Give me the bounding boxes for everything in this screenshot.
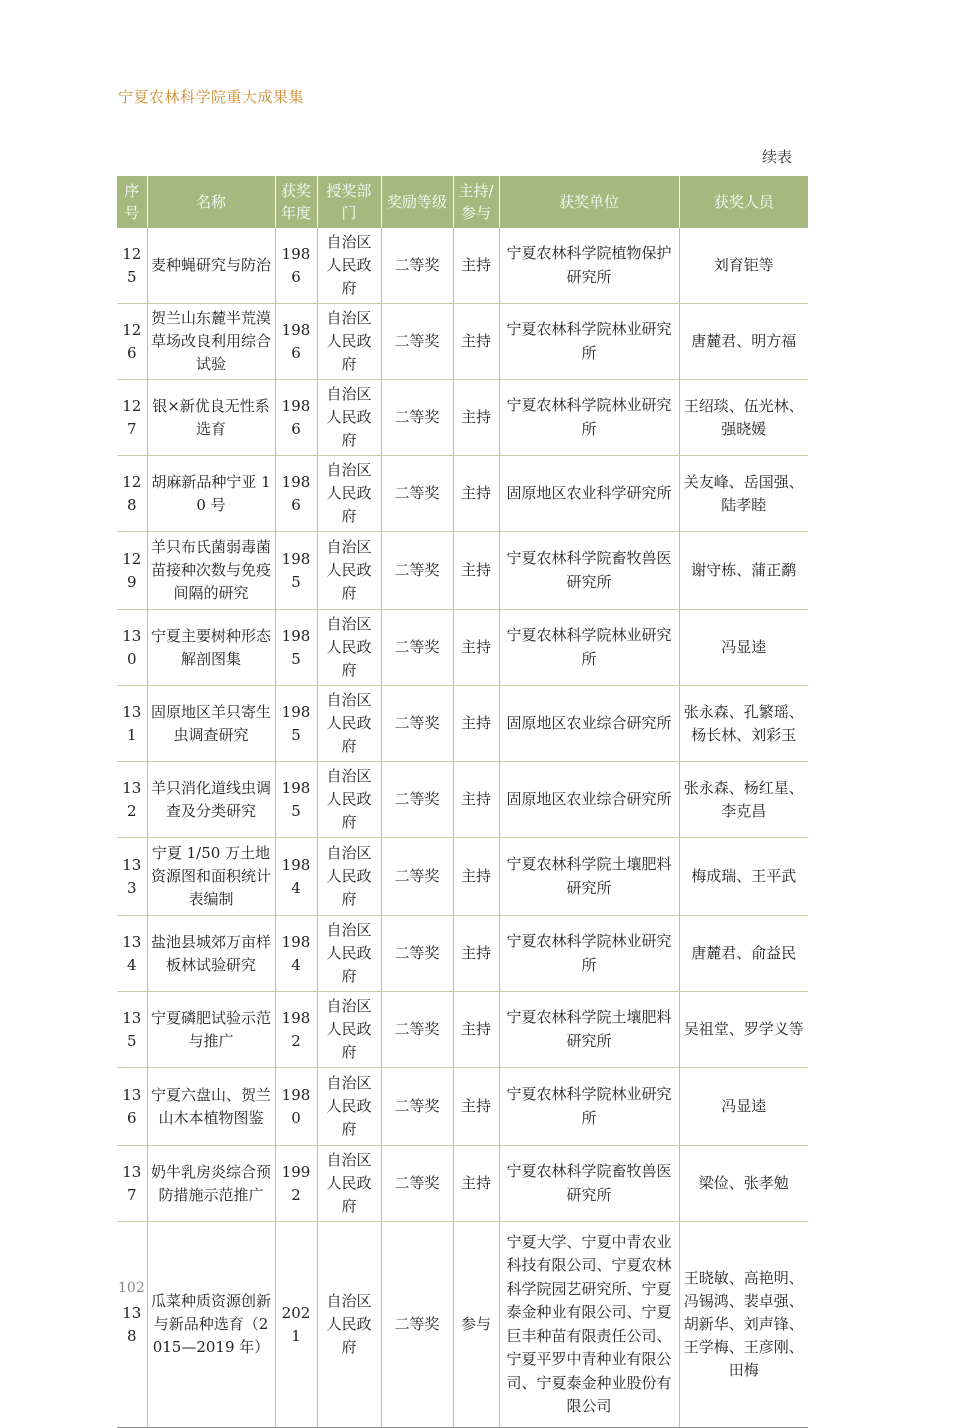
cell-unit: 宁夏大学、宁夏中青农业科技有限公司、宁夏农林科学院园艺研究所、宁夏泰金种业有限公司、宁夏巨丰种苗有限责任公司、宁夏平罗中青种业有限公司、宁夏泰金种业股份有限公司 <box>499 1222 679 1428</box>
table-row <box>117 610 808 686</box>
cell-name: 盐池县城郊万亩样板林试验研究 <box>147 916 275 992</box>
cell-dept: 自治区人民政府 <box>317 380 381 456</box>
cell-no: 129 <box>117 532 147 610</box>
table-row <box>117 532 808 610</box>
cell-unit: 宁夏农林科学院畜牧兽医研究所 <box>499 532 679 610</box>
cell-name: 贺兰山东麓半荒漠草场改良利用综合试验 <box>147 304 275 380</box>
cell-role: 参与 <box>453 1222 499 1428</box>
cell-no: 131 <box>117 686 147 762</box>
table-row <box>117 1146 808 1222</box>
cell-dept: 自治区人民政府 <box>317 456 381 532</box>
header-level: 奖励等级 <box>381 176 453 228</box>
cell-no: 135 <box>117 992 147 1068</box>
book-title: 宁夏农林科学院重大成果集 <box>118 88 305 106</box>
table-row <box>117 1222 808 1428</box>
cell-people: 唐麓君、俞益民 <box>679 916 808 992</box>
cell-dept: 自治区人民政府 <box>317 838 381 916</box>
cell-unit: 宁夏农林科学院林业研究所 <box>499 304 679 380</box>
cell-dept: 自治区人民政府 <box>317 686 381 762</box>
cell-year: 1986 <box>275 228 317 304</box>
cell-name: 宁夏 1/50 万土地资源图和面积统计表编制 <box>147 838 275 916</box>
cell-year: 1980 <box>275 1068 317 1146</box>
cell-dept: 自治区人民政府 <box>317 228 381 304</box>
cell-unit: 宁夏农林科学院畜牧兽医研究所 <box>499 1146 679 1222</box>
cell-name: 固原地区羊只寄生虫调查研究 <box>147 686 275 762</box>
cell-no: 138 <box>117 1222 147 1428</box>
cell-level: 二等奖 <box>381 610 453 686</box>
header-no: 序号 <box>117 176 147 228</box>
cell-people: 王晓敏、高艳明、冯锡鸿、裴卓强、胡新华、刘声锋、王学梅、王彦刚、田梅 <box>679 1222 808 1428</box>
table-row <box>117 304 808 380</box>
cell-people: 张永森、杨红星、李克昌 <box>679 762 808 838</box>
cell-role: 主持 <box>453 532 499 610</box>
cell-people: 梅成瑞、王平武 <box>679 838 808 916</box>
cell-name: 羊只布氏菌弱毒菌苗接种次数与免疫间隔的研究 <box>147 532 275 610</box>
cell-name: 瓜菜种质资源创新与新品种选育（2015—2019 年） <box>147 1222 275 1428</box>
cell-people: 关友峰、岳国强、陆孝睦 <box>679 456 808 532</box>
cell-role: 主持 <box>453 762 499 838</box>
cell-people: 冯显逵 <box>679 1068 808 1146</box>
cell-name: 羊只消化道线虫调查及分类研究 <box>147 762 275 838</box>
cell-year: 1986 <box>275 304 317 380</box>
cell-role: 主持 <box>453 610 499 686</box>
cell-people: 吴祖堂、罗学义等 <box>679 992 808 1068</box>
cell-no: 136 <box>117 1068 147 1146</box>
cell-role: 主持 <box>453 1146 499 1222</box>
cell-unit: 固原地区农业综合研究所 <box>499 762 679 838</box>
table-row <box>117 1068 808 1146</box>
cell-level: 二等奖 <box>381 1222 453 1428</box>
cell-role: 主持 <box>453 380 499 456</box>
cell-year: 1992 <box>275 1146 317 1222</box>
cell-level: 二等奖 <box>381 380 453 456</box>
cell-name: 宁夏磷肥试验示范与推广 <box>147 992 275 1068</box>
cell-year: 1986 <box>275 456 317 532</box>
table-row <box>117 456 808 532</box>
cell-unit: 固原地区农业综合研究所 <box>499 686 679 762</box>
cell-people: 王绍琰、伍光林、强晓媛 <box>679 380 808 456</box>
cell-name: 银×新优良无性系选育 <box>147 380 275 456</box>
cell-level: 二等奖 <box>381 304 453 380</box>
cell-dept: 自治区人民政府 <box>317 1068 381 1146</box>
cell-role: 主持 <box>453 304 499 380</box>
cell-role: 主持 <box>453 456 499 532</box>
table-row <box>117 228 808 304</box>
header-name: 名称 <box>147 176 275 228</box>
cell-people: 唐麓君、明方福 <box>679 304 808 380</box>
cell-name: 胡麻新品种宁亚 10 号 <box>147 456 275 532</box>
table-row <box>117 838 808 916</box>
cell-year: 1984 <box>275 838 317 916</box>
cell-year: 1985 <box>275 762 317 838</box>
cell-dept: 自治区人民政府 <box>317 610 381 686</box>
cell-name: 麦种蝇研究与防治 <box>147 228 275 304</box>
cell-unit: 宁夏农林科学院林业研究所 <box>499 916 679 992</box>
cell-dept: 自治区人民政府 <box>317 992 381 1068</box>
cell-level: 二等奖 <box>381 838 453 916</box>
cell-dept: 自治区人民政府 <box>317 532 381 610</box>
cell-unit: 宁夏农林科学院植物保护研究所 <box>499 228 679 304</box>
awards-table <box>117 176 808 1428</box>
cell-people: 张永森、孔繁瑶、杨长林、刘彩玉 <box>679 686 808 762</box>
cell-dept: 自治区人民政府 <box>317 1146 381 1222</box>
header-dept: 授奖部门 <box>317 176 381 228</box>
cell-role: 主持 <box>453 228 499 304</box>
cell-no: 134 <box>117 916 147 992</box>
cell-dept: 自治区人民政府 <box>317 762 381 838</box>
cell-dept: 自治区人民政府 <box>317 916 381 992</box>
table-row <box>117 992 808 1068</box>
cell-level: 二等奖 <box>381 916 453 992</box>
cell-name: 宁夏主要树种形态解剖图集 <box>147 610 275 686</box>
cell-role: 主持 <box>453 686 499 762</box>
cell-name: 奶牛乳房炎综合预防措施示范推广 <box>147 1146 275 1222</box>
cell-no: 130 <box>117 610 147 686</box>
header-year: 获奖年度 <box>275 176 317 228</box>
cell-no: 126 <box>117 304 147 380</box>
cell-year: 1985 <box>275 610 317 686</box>
header-unit: 获奖单位 <box>499 176 679 228</box>
cell-role: 主持 <box>453 838 499 916</box>
cell-year: 1985 <box>275 532 317 610</box>
cell-year: 2021 <box>275 1222 317 1428</box>
cell-no: 125 <box>117 228 147 304</box>
table-row <box>117 762 808 838</box>
continued-label: 续表 <box>762 148 793 166</box>
cell-level: 二等奖 <box>381 456 453 532</box>
cell-level: 二等奖 <box>381 228 453 304</box>
cell-no: 137 <box>117 1146 147 1222</box>
cell-role: 主持 <box>453 992 499 1068</box>
table-row <box>117 916 808 992</box>
cell-unit: 宁夏农林科学院林业研究所 <box>499 1068 679 1146</box>
cell-year: 1985 <box>275 686 317 762</box>
table-row <box>117 380 808 456</box>
cell-role: 主持 <box>453 916 499 992</box>
cell-level: 二等奖 <box>381 1146 453 1222</box>
cell-level: 二等奖 <box>381 686 453 762</box>
cell-no: 133 <box>117 838 147 916</box>
table-row <box>117 686 808 762</box>
cell-dept: 自治区人民政府 <box>317 1222 381 1428</box>
header-people: 获奖人员 <box>679 176 808 228</box>
page-number: 102 <box>118 1280 145 1296</box>
cell-name: 宁夏六盘山、贺兰山木本植物图鉴 <box>147 1068 275 1146</box>
cell-year: 1984 <box>275 916 317 992</box>
cell-no: 132 <box>117 762 147 838</box>
cell-people: 梁俭、张孝勉 <box>679 1146 808 1222</box>
cell-no: 127 <box>117 380 147 456</box>
cell-level: 二等奖 <box>381 762 453 838</box>
cell-people: 冯显逵 <box>679 610 808 686</box>
table-header-row <box>117 176 808 228</box>
cell-unit: 宁夏农林科学院林业研究所 <box>499 610 679 686</box>
cell-role: 主持 <box>453 1068 499 1146</box>
cell-dept: 自治区人民政府 <box>317 304 381 380</box>
cell-year: 1982 <box>275 992 317 1068</box>
cell-people: 刘育钜等 <box>679 228 808 304</box>
header-role: 主持/参与 <box>453 176 499 228</box>
cell-level: 二等奖 <box>381 992 453 1068</box>
cell-unit: 宁夏农林科学院土壤肥料研究所 <box>499 838 679 916</box>
cell-level: 二等奖 <box>381 1068 453 1146</box>
cell-unit: 宁夏农林科学院土壤肥料研究所 <box>499 992 679 1068</box>
cell-no: 128 <box>117 456 147 532</box>
cell-people: 谢守栋、蒲正鹬 <box>679 532 808 610</box>
cell-level: 二等奖 <box>381 532 453 610</box>
cell-year: 1986 <box>275 380 317 456</box>
cell-unit: 宁夏农林科学院林业研究所 <box>499 380 679 456</box>
cell-unit: 固原地区农业科学研究所 <box>499 456 679 532</box>
